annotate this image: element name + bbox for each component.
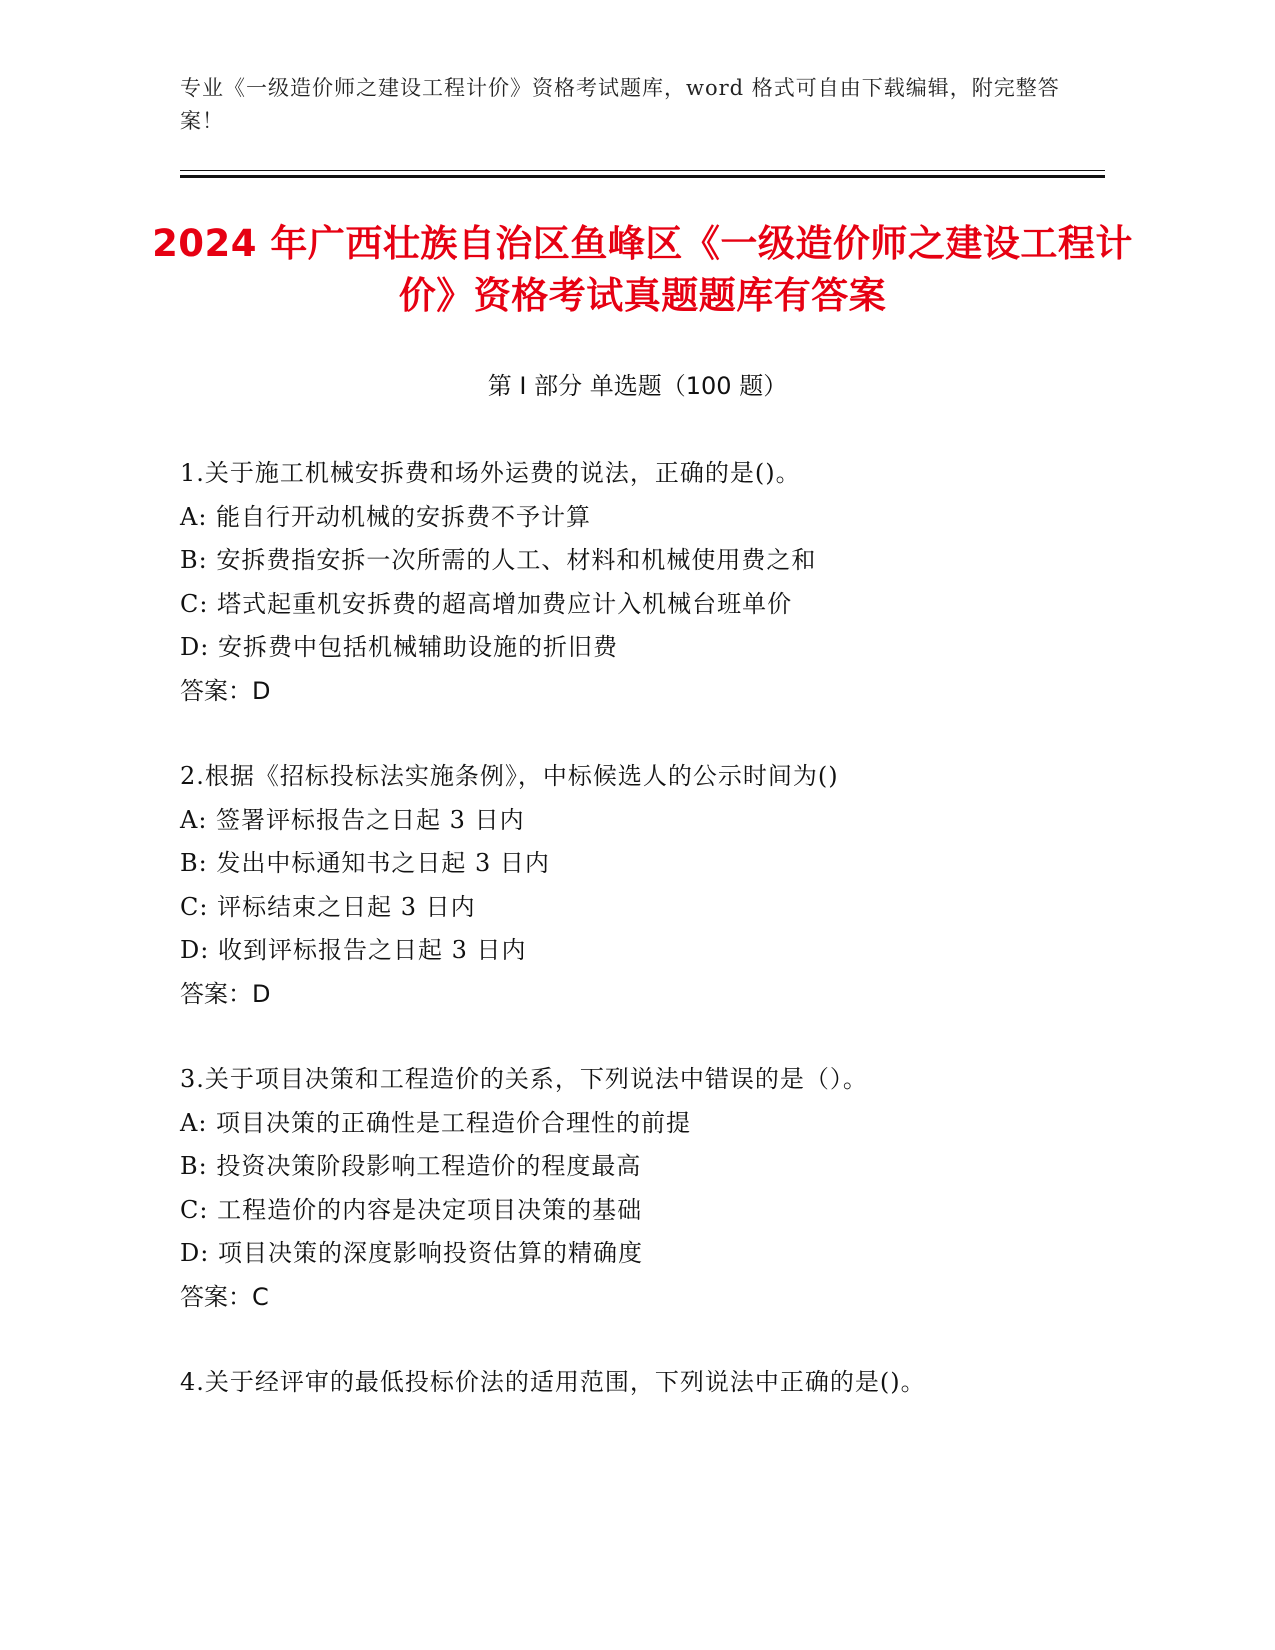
question-list bbox=[180, 452, 1120, 1447]
section-title: 第 I 部分 单选题（100 题） bbox=[487, 372, 788, 400]
question-stem: 1.关于施工机械安拆费和场外运费的说法，正确的是()。 bbox=[180, 459, 801, 487]
question-stem: 4.关于经评审的最低投标价法的适用范围，下列说法中正确的是()。 bbox=[180, 1368, 926, 1396]
question-1 bbox=[180, 452, 1120, 713]
option-a: A: 能自行开动机械的安拆费不予计算 bbox=[180, 502, 592, 531]
header-note: 专业《一级造价师之建设工程计价》资格考试题库，word 格式可自由下载编辑，附完整答案！ bbox=[180, 76, 1060, 133]
answer-line: 答案：D bbox=[180, 676, 271, 705]
option-b: B: 投资决策阶段影响工程造价的程度最高 bbox=[180, 1152, 642, 1180]
option-b: B: 安拆费指安拆一次所需的人工、材料和机械使用费之和 bbox=[180, 546, 817, 574]
answer-line: 答案：D bbox=[180, 979, 271, 1008]
option-c: C: 塔式起重机安拆费的超高增加费应计入机械台班单价 bbox=[180, 589, 793, 618]
option-d: D: 项目决策的深度影响投资估算的精确度 bbox=[180, 1239, 643, 1267]
option-c: C: 评标结束之日起 3 日内 bbox=[180, 892, 476, 921]
option-d: D: 收到评标报告之日起 3 日内 bbox=[180, 936, 527, 964]
option-b: B: 发出中标通知书之日起 3 日内 bbox=[180, 849, 550, 877]
option-a: A: 签署评标报告之日起 3 日内 bbox=[180, 805, 525, 834]
option-a: A: 项目决策的正确性是工程造价合理性的前提 bbox=[180, 1108, 692, 1137]
question-stem: 2.根据《招标投标法实施条例》，中标候选人的公示时间为() bbox=[180, 762, 839, 790]
header-divider-thin bbox=[180, 170, 1105, 171]
option-c: C: 工程造价的内容是决定项目决策的基础 bbox=[180, 1195, 643, 1224]
question-stem: 3.关于项目决策和工程造价的关系，下列说法中错误的是（）。 bbox=[180, 1065, 868, 1093]
question-3 bbox=[180, 1058, 1120, 1319]
document-title: 2024 年广西壮族自治区鱼峰区《一级造价师之建设工程计价》资格考试真题题库有答案 bbox=[152, 222, 1133, 317]
header-divider-thick bbox=[180, 175, 1105, 178]
answer-line: 答案：C bbox=[180, 1282, 269, 1311]
option-d: D: 安拆费中包括机械辅助设施的折旧费 bbox=[180, 633, 618, 661]
question-4 bbox=[180, 1361, 1120, 1405]
question-2 bbox=[180, 755, 1120, 1016]
